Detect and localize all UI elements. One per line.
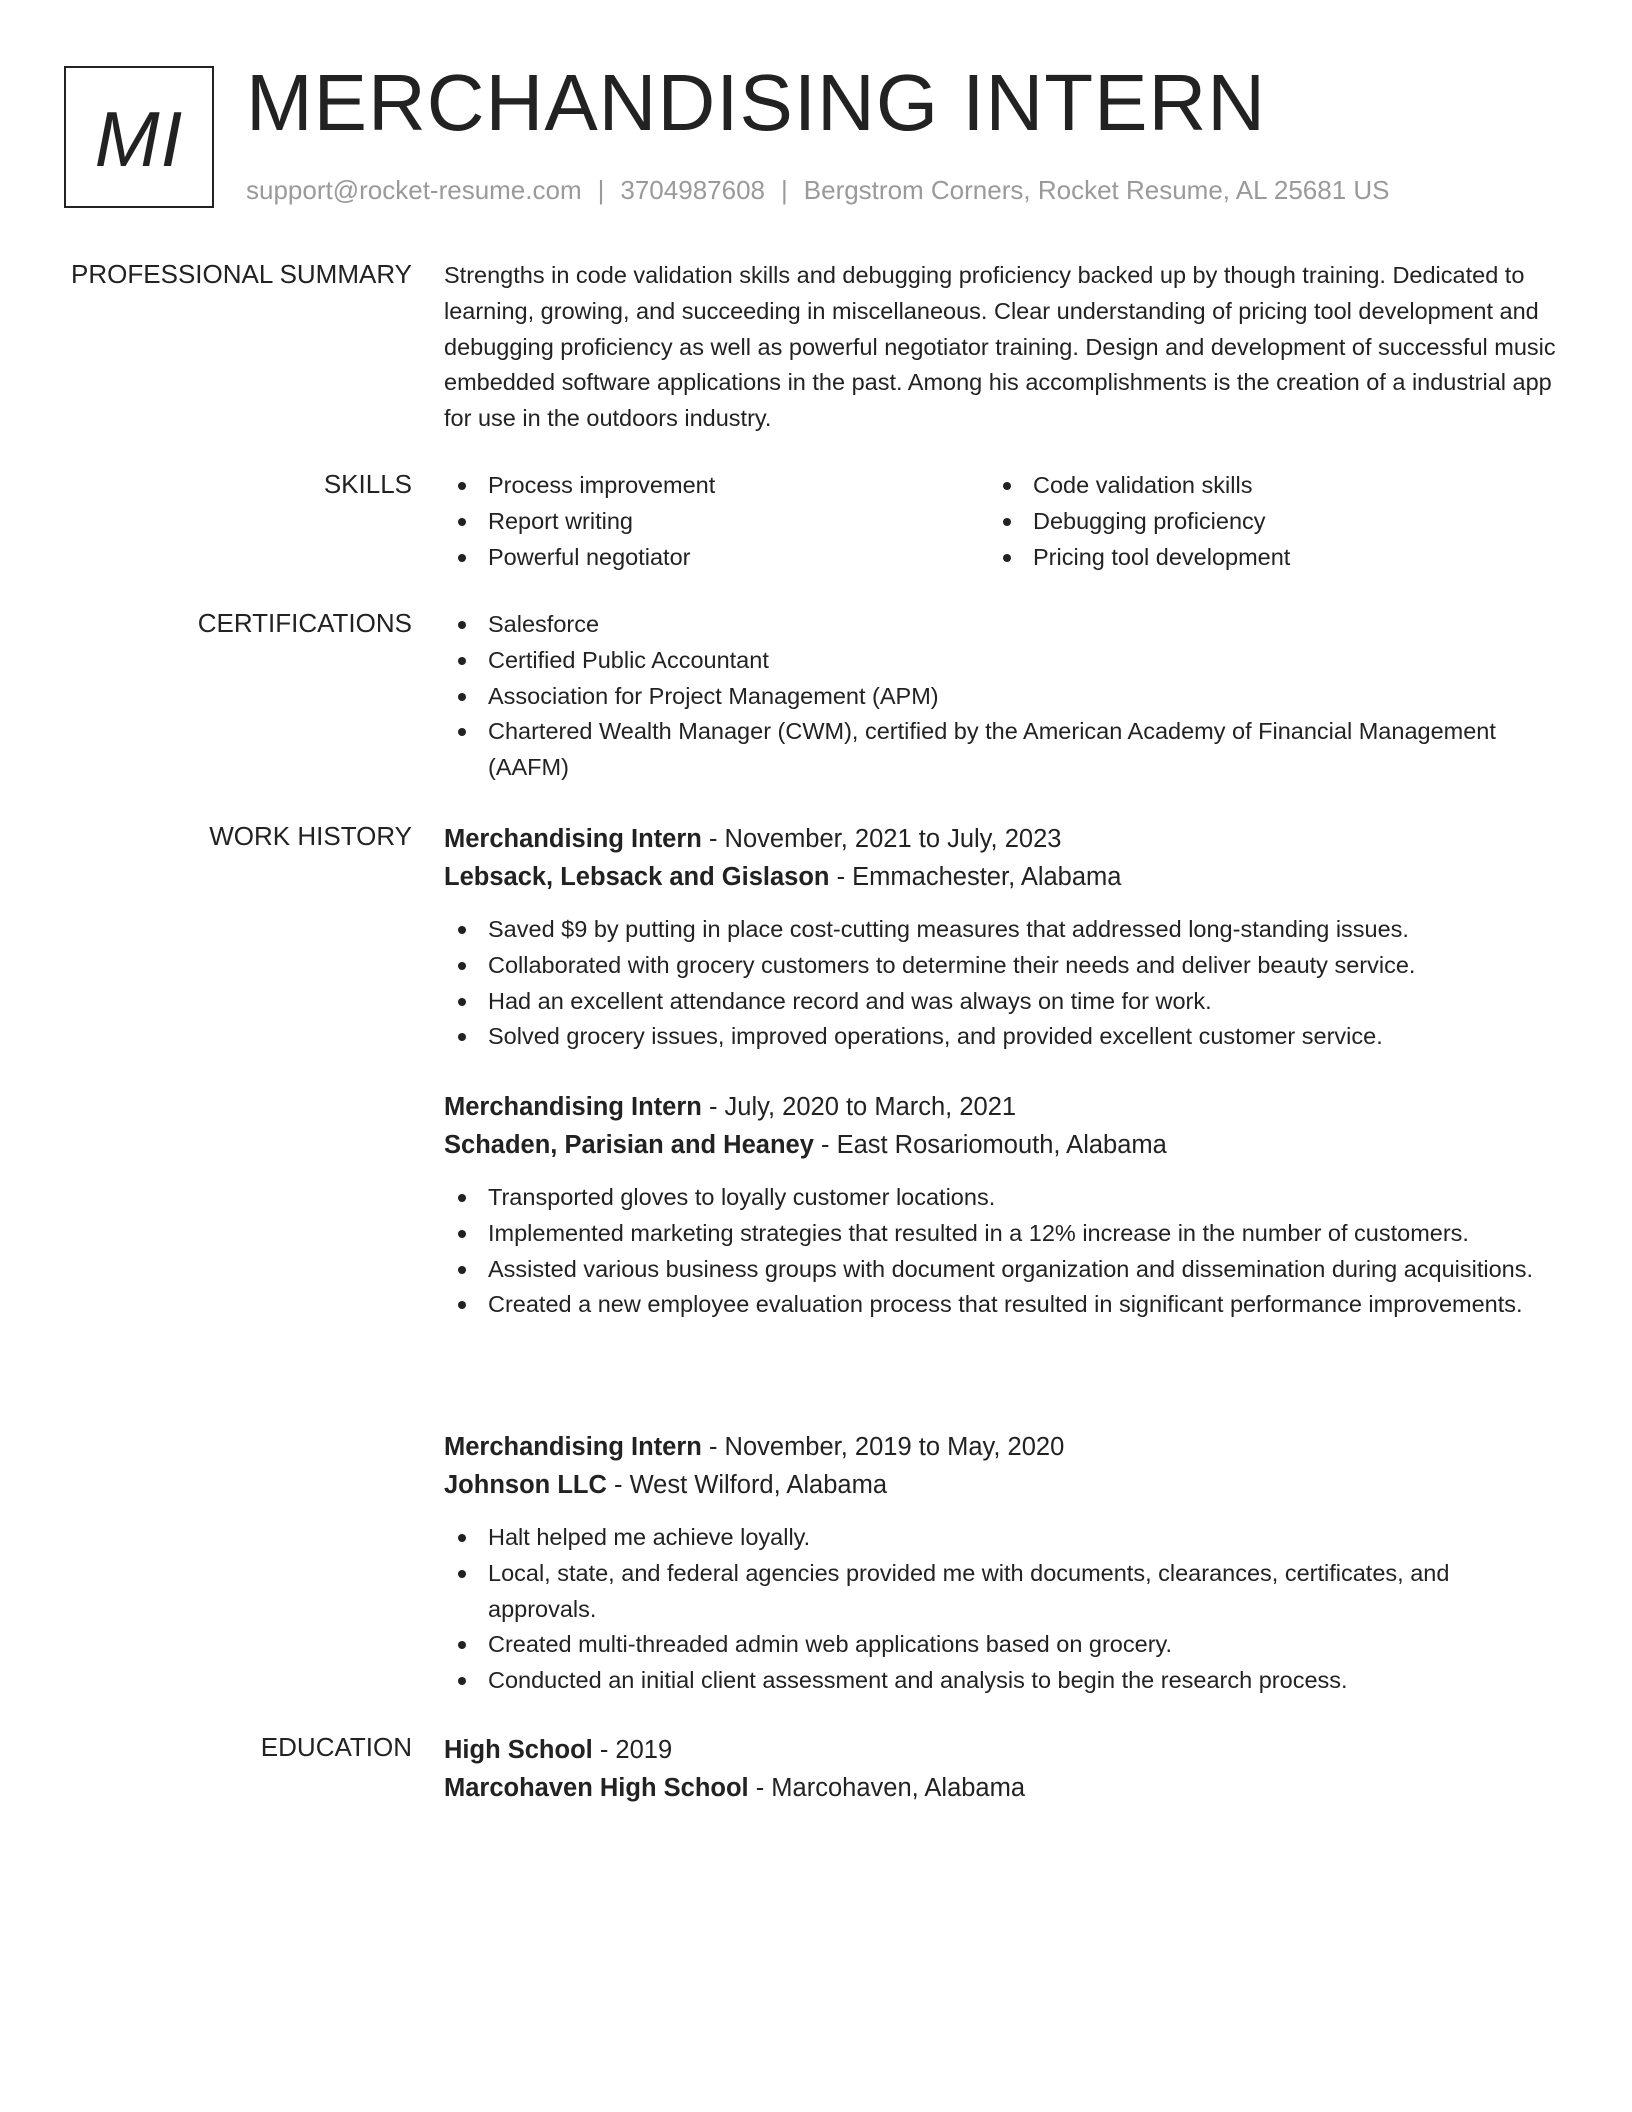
education-school: Marcohaven High School [444, 1774, 749, 1802]
job-bullet: Halt helped me achieve loyally. [444, 1520, 1560, 1556]
job-bullet: Created multi-threaded admin web applications based on grocery. [444, 1627, 1560, 1663]
job-entry [444, 820, 1560, 1055]
resume-title: MERCHANDISING INTERN [246, 58, 1267, 147]
skill-item: Debugging proficiency [989, 504, 1534, 540]
job-bullet: Saved $9 by putting in place cost-cutting measures that addressed long-standing issues. [444, 912, 1560, 948]
certification-item: Association for Project Management (APM) [444, 679, 1560, 715]
job-bullet: Transported gloves to loyally customer locations. [444, 1180, 1560, 1216]
job-role-line [444, 1088, 1560, 1126]
education-year: - 2019 [592, 1736, 673, 1764]
education-degree: High School [444, 1736, 593, 1764]
section-label-skills: SKILLS [323, 469, 412, 499]
summary-text: Strengths in code validation skills and debugging proficiency backed up by though training. Dedicated to learning, growing, and succeeding in miscellaneous. Clear understanding of pricing tool development and debugging proficiency as well as powerful negotiator training. Design and development of successful music embedded software applications in the past. Among his accomplishments is the creation of a industrial app for use in the outdoors industry. [444, 262, 1556, 432]
skill-item: Process improvement [444, 468, 989, 504]
contact-line [246, 174, 1390, 206]
job-entry [444, 1088, 1560, 1323]
job-company-line [444, 858, 1560, 896]
job-bullet: Had an excellent attendance record and was always on time for work. [444, 984, 1560, 1020]
job-role-line [444, 1428, 1560, 1466]
certification-item: Chartered Wealth Manager (CWM), certified by the American Academy of Financial Management (AAFM) [444, 714, 1560, 786]
job-entry [444, 1428, 1560, 1699]
job-location: - West Wilford, Alabama [606, 1471, 888, 1499]
contact-separator: | [781, 175, 788, 205]
job-bullet: Local, state, and federal agencies provided me with documents, clearances, certificates, and approvals. [444, 1556, 1560, 1628]
certification-item: Certified Public Accountant [444, 643, 1560, 679]
contact-email: support@rocket-resume.com [246, 175, 582, 205]
job-location: - East Rosariomouth, Alabama [813, 1131, 1167, 1159]
job-role-line [444, 820, 1560, 858]
education-degree-line [444, 1731, 1560, 1769]
job-bullet: Assisted various business groups with document organization and dissemination during acquisitions. [444, 1252, 1560, 1288]
monogram-initials: MI [94, 94, 184, 183]
job-company: Schaden, Parisian and Heaney [444, 1131, 814, 1159]
job-company: Johnson LLC [444, 1471, 607, 1499]
job-dates: - November, 2021 to July, 2023 [701, 825, 1062, 853]
section-label-summary: PROFESSIONAL SUMMARY [71, 259, 412, 289]
job-bullet: Collaborated with grocery customers to determine their needs and deliver beauty service. [444, 948, 1560, 984]
job-company: Lebsack, Lebsack and Gislason [444, 863, 830, 891]
job-bullet: Implemented marketing strategies that resulted in a 12% increase in the number of customers. [444, 1216, 1560, 1252]
contact-phone: 3704987608 [620, 175, 765, 205]
job-dates: - November, 2019 to May, 2020 [701, 1433, 1065, 1461]
education-body [444, 1731, 1560, 1807]
job-role: Merchandising Intern [444, 1433, 702, 1461]
skills-list [444, 468, 1560, 575]
certification-item: Salesforce [444, 607, 1560, 643]
job-location: - Emmachester, Alabama [829, 863, 1122, 891]
skill-item: Pricing tool development [989, 540, 1534, 576]
education-location: - Marcohaven, Alabama [748, 1774, 1026, 1802]
job-company-line [444, 1126, 1560, 1164]
job-role: Merchandising Intern [444, 825, 702, 853]
section-label-work-history: WORK HISTORY [209, 821, 412, 851]
section-label-certifications: CERTIFICATIONS [197, 608, 412, 638]
job-role: Merchandising Intern [444, 1093, 702, 1121]
job-bullet: Created a new employee evaluation process that resulted in significant performance improvements. [444, 1287, 1560, 1323]
job-dates: - July, 2020 to March, 2021 [701, 1093, 1017, 1121]
skill-item: Code validation skills [989, 468, 1534, 504]
section-label-education: EDUCATION [260, 1732, 412, 1762]
contact-address: Bergstrom Corners, Rocket Resume, AL 25681 US [803, 175, 1390, 205]
job-bullet: Solved grocery issues, improved operations, and provided excellent customer service. [444, 1019, 1560, 1055]
monogram-box [64, 66, 214, 208]
education-school-line [444, 1769, 1560, 1807]
job-bullet: Conducted an initial client assessment and analysis to begin the research process. [444, 1663, 1560, 1699]
skill-item: Powerful negotiator [444, 540, 989, 576]
job-company-line [444, 1466, 1560, 1504]
skill-item: Report writing [444, 504, 989, 540]
certifications-list [444, 607, 1560, 786]
contact-separator: | [597, 175, 605, 205]
